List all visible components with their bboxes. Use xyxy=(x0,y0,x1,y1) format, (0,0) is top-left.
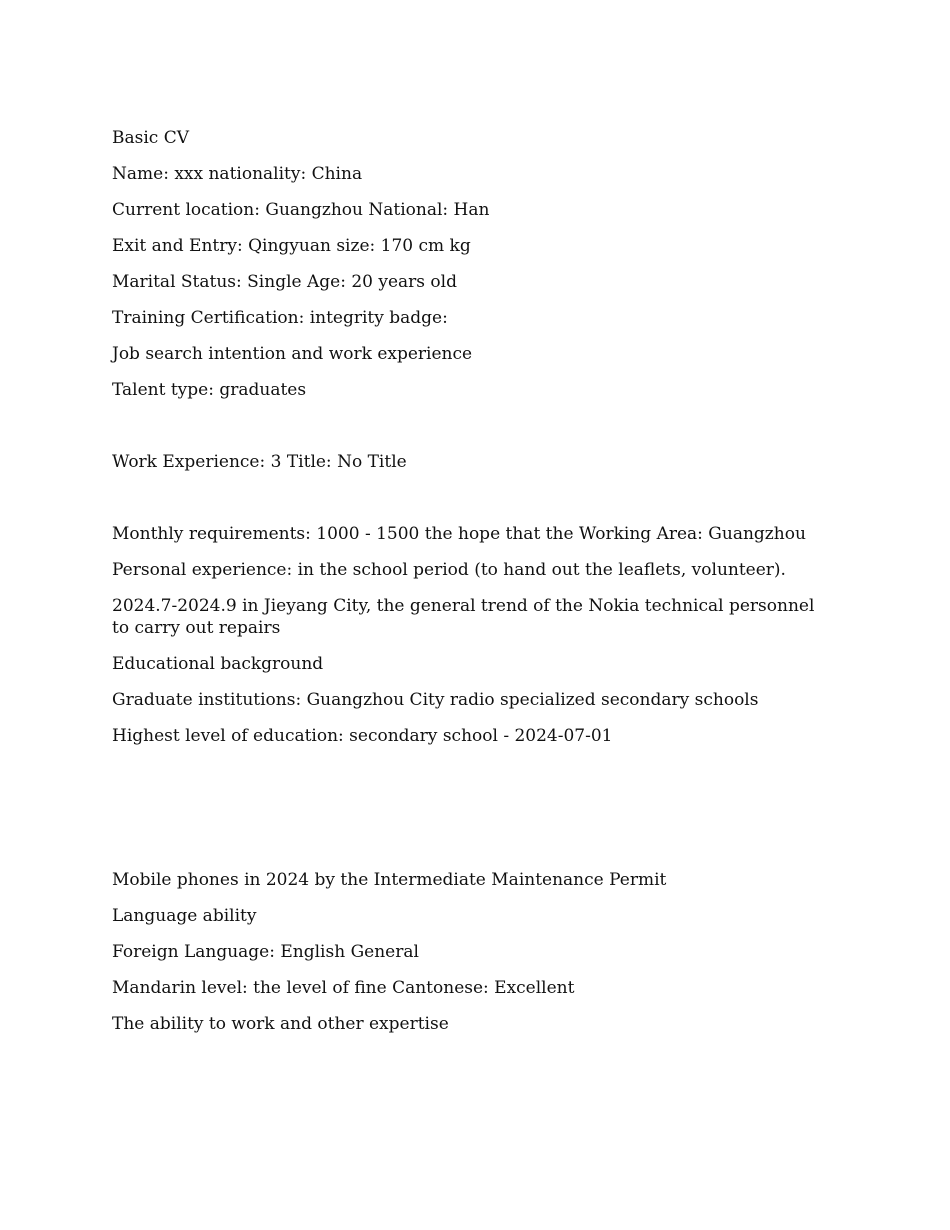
text-line-jieyang-experience: 2024.7-2024.9 in Jieyang City, the general trend of the Nokia technical personnel to carry out repairs xyxy=(112,596,815,638)
text-line-maintenance-permit: Mobile phones in 2024 by the Intermediate Maintenance Permit xyxy=(112,870,667,890)
document-body xyxy=(112,127,827,1049)
text-line-name: Name: xxx nationality: China xyxy=(112,164,363,184)
text-line-talent-type: Talent type: graduates xyxy=(112,380,307,400)
spacer xyxy=(112,761,827,869)
spacer xyxy=(112,415,827,451)
section-heading-expertise: The ability to work and other expertise xyxy=(112,1014,449,1034)
text-line-marital-status: Marital Status: Single Age: 20 years old xyxy=(112,272,457,292)
section-heading-education: Educational background xyxy=(112,654,324,674)
text-line-mandarin-level: Mandarin level: the level of fine Cantonese: Excellent xyxy=(112,978,575,998)
text-line-foreign-language: Foreign Language: English General xyxy=(112,942,419,962)
text-line-graduate-institution: Graduate institutions: Guangzhou City radio specialized secondary schools xyxy=(112,690,759,710)
text-line-personal-experience: Personal experience: in the school period (to hand out the leaflets, volunteer). xyxy=(112,560,786,580)
spacer xyxy=(112,487,827,523)
text-line-exit-entry: Exit and Entry: Qingyuan size: 170 cm kg xyxy=(112,236,471,256)
section-heading-job-search: Job search intention and work experience xyxy=(112,344,473,364)
section-heading-language: Language ability xyxy=(112,906,257,926)
section-heading-basic-cv: Basic CV xyxy=(112,128,189,148)
text-line-monthly-requirements: Monthly requirements: 1000 - 1500 the hope that the Working Area: Guangzhou xyxy=(112,524,806,544)
text-line-highest-education: Highest level of education: secondary school - 2024-07-01 xyxy=(112,726,613,746)
text-line-training-certification: Training Certification: integrity badge: xyxy=(112,308,448,328)
text-line-location: Current location: Guangzhou National: Han xyxy=(112,200,490,220)
text-line-work-experience: Work Experience: 3 Title: No Title xyxy=(112,452,407,472)
